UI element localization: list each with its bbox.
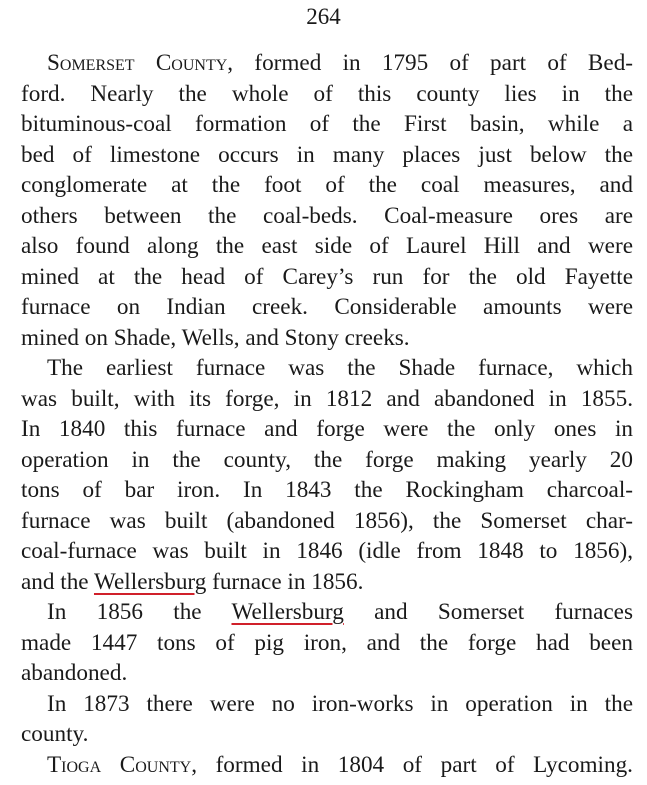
text-line: In 1840 this furnace and forge were the only ones in bbox=[21, 416, 633, 442]
paragraph-earliest-furnace bbox=[21, 353, 633, 597]
text-line: mined at the head of Carey’s run for the old Fayette bbox=[21, 263, 633, 290]
text-line: bituminous-coal formation of the First basin, while a bbox=[21, 111, 633, 137]
text-line: and the Wellersburg furnace in 1856. bbox=[21, 568, 364, 595]
text-line: tons of bar iron. In 1843 the Rockingham charcoal- bbox=[21, 477, 633, 503]
paragraph-somerset-county bbox=[21, 48, 633, 353]
body-text bbox=[21, 48, 633, 780]
text-line: bed of limestone occurs in many places just below the bbox=[21, 141, 633, 168]
paragraph-tioga-county bbox=[21, 750, 633, 781]
text-line: operation in the county, the forge making yearly 20 bbox=[21, 446, 633, 473]
paragraph-1873 bbox=[21, 689, 633, 750]
text-line: coal-furnace was built in 1846 (idle from 1848 to 1856), bbox=[21, 538, 633, 564]
text-line: Tioga County, formed in 1804 of part of Lycoming. bbox=[47, 751, 633, 778]
text-line: abandoned. bbox=[21, 660, 128, 686]
text-line: conglomerate at the foot of the coal measures, and bbox=[21, 172, 633, 198]
text-line: ford. Nearly the whole of this county lies in the bbox=[21, 80, 633, 107]
spellcheck-flagged-word[interactable]: Wellersburg bbox=[231, 599, 344, 625]
text-line: made 1447 tons of pig iron, and the forge had been bbox=[21, 629, 633, 656]
county-heading-somerset: Somerset County bbox=[47, 50, 228, 76]
county-heading-tioga: Tioga County bbox=[47, 751, 192, 778]
text-line: others between the coal-beds. Coal-measure ores are bbox=[21, 202, 633, 229]
text-line: county. bbox=[21, 721, 89, 747]
text-line: mined on Shade, Wells, and Stony creeks. bbox=[21, 324, 410, 351]
text-line: Somerset County, formed in 1795 of part of Bed- bbox=[47, 50, 634, 76]
text-line: furnace was built (abandoned 1856), the Somerset char- bbox=[21, 507, 633, 534]
text-line: The earliest furnace was the Shade furnace, which bbox=[47, 355, 633, 381]
page-number: 264 bbox=[306, 4, 341, 29]
text-line: In 1873 there were no iron-works in operation in the bbox=[47, 690, 633, 717]
text-line: was built, with its forge, in 1812 and abandoned in 1855. bbox=[21, 385, 633, 412]
text-line: In 1856 the Wellersburg and Somerset furnaces bbox=[47, 599, 633, 625]
text-line: furnace on Indian creek. Considerable amounts were bbox=[21, 294, 633, 320]
paragraph-1856 bbox=[21, 597, 633, 689]
spellcheck-flagged-word[interactable]: Wellersburg bbox=[93, 568, 207, 595]
text-line: also found along the east side of Laurel Hill and were bbox=[21, 233, 633, 259]
